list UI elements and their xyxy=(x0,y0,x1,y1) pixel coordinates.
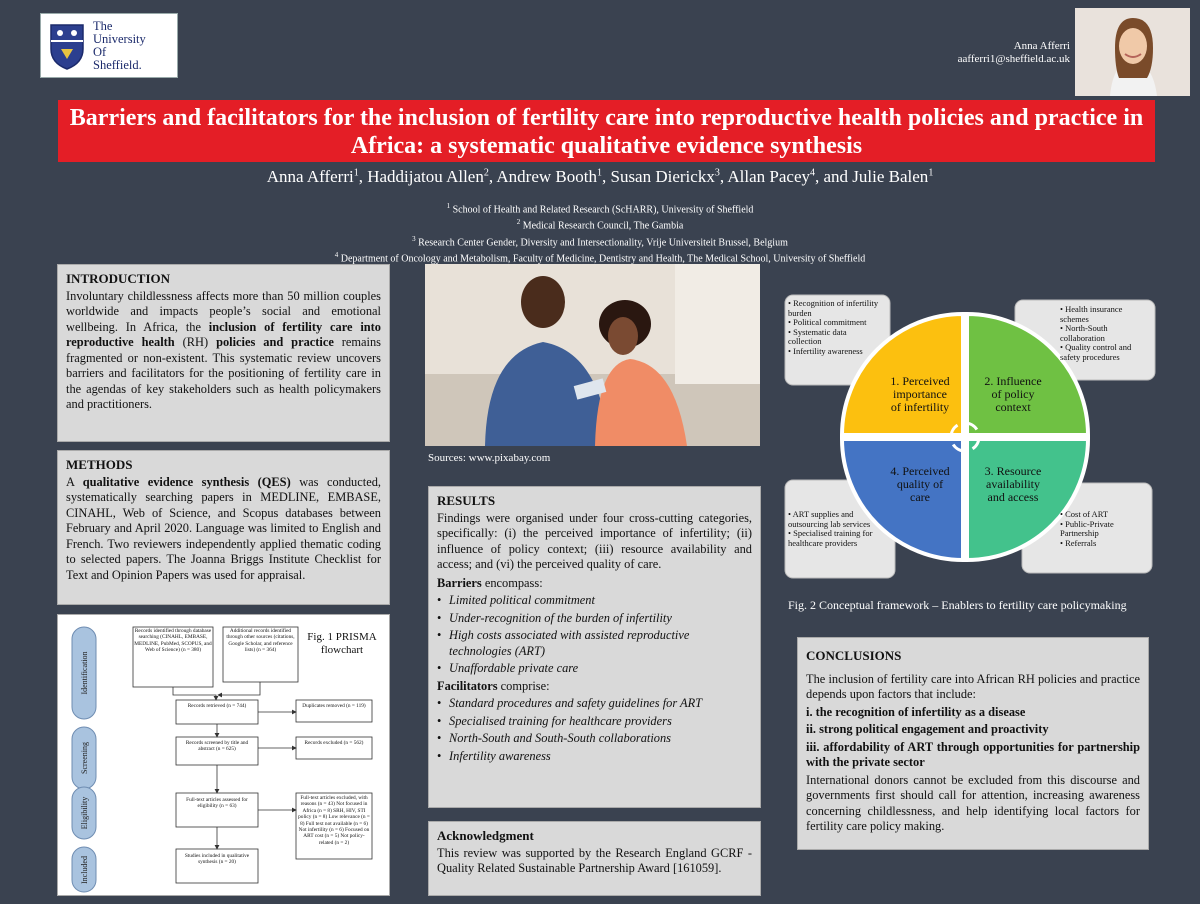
crest-icon xyxy=(47,21,87,71)
author: Andrew Booth$^1$ xyxy=(496,167,602,186)
list-item: • Unaffordable private care xyxy=(437,661,752,677)
results-panel xyxy=(428,486,761,808)
conclusions-closing: International donors cannot be excluded from this discourse and governments first should call for attention, increasing awareness concerning childlessness, and help identifying local factors for fertility care policy making. xyxy=(806,772,1140,833)
q2-label-line: 2. Influence xyxy=(984,374,1042,388)
prisma-box-screened: Records screened by title and abstract (n = 625) xyxy=(185,740,249,753)
stage-label: Screening xyxy=(80,742,89,774)
section-heading: CONCLUSIONS xyxy=(806,648,902,663)
author: Haddijatou Allen$^2$ xyxy=(367,167,489,186)
authors-and: and xyxy=(823,167,849,186)
prisma-box-excluded: Records excluded (n = 562) xyxy=(304,740,364,746)
ack-text: This review was supported by the Research England GCRF - Quality Related Sustainable Partnership Award [161059]. xyxy=(437,845,752,875)
logo-line: The xyxy=(93,18,113,33)
author: Anna Afferri$^1$ xyxy=(266,167,359,186)
callout-item: • Health insurance schemes xyxy=(1060,305,1123,324)
author: Susan Dierickx$^3$ xyxy=(610,167,720,186)
logo-text xyxy=(93,20,146,72)
prisma-flowchart xyxy=(57,614,390,896)
prisma-box-fulltext: Full-text articles assessed for eligibility (n = 63) xyxy=(186,797,248,810)
q3-label-line: 3. Resource xyxy=(984,464,1042,478)
portrait-image xyxy=(1075,8,1190,96)
q4-label-line: 4. Perceived xyxy=(890,464,950,478)
affiliation: $^2$ Medical Research Council, The Gambia xyxy=(516,218,684,232)
barriers-heading: Barriers encompass: xyxy=(437,575,543,590)
affiliation: $^1$ School of Health and Related Research (ScHARR), University of Sheffield xyxy=(446,202,754,216)
stage-label: Eligibility xyxy=(80,796,89,830)
section-heading: INTRODUCTION xyxy=(66,271,171,286)
callout-q1-text xyxy=(788,299,880,357)
list-item: • Limited political commitment xyxy=(437,593,752,609)
list-item: • Standard procedures and safety guidelines for ART xyxy=(437,696,752,712)
author: Allan Pacey$^4$ xyxy=(727,167,815,186)
conclusion-point: iii. affordability of ART through opportunities for partnership with the private sector xyxy=(806,739,1140,769)
logo-line: Of xyxy=(93,44,107,59)
callout-item: • Specialised training for healthcare providers xyxy=(788,528,873,548)
logo-line: University xyxy=(93,31,146,46)
prisma-box-database: Records identified through database searching (CINAHL, EMBASE, MEDLINE, PubMed, SCOPUS, and Web of Science) (n = 380) xyxy=(134,628,212,654)
methods-panel xyxy=(57,450,390,605)
q3-label-line: and access xyxy=(987,490,1039,504)
author-photo xyxy=(1075,8,1190,96)
author-contact xyxy=(900,40,1070,66)
facilitators-list xyxy=(437,696,752,764)
q1-label-line: importance xyxy=(893,387,947,401)
acknowledgment-panel xyxy=(428,821,761,896)
author-list: Anna Afferri$^1$, Haddijatou Allen$^2$, Andrew Booth$^1$, Susan Dierickx$^3$, Allan Pacey$^4$, and Julie Balen$^1$ xyxy=(266,167,934,186)
callout-item: • North-South collaboration xyxy=(1060,323,1108,343)
barriers-list xyxy=(437,593,752,677)
poster-title: Barriers and facilitators for the inclusion of fertility care into reproductive health policies and practice in Africa: a systematic qualitative evidence synthesis xyxy=(58,100,1155,162)
prisma-box-retrieved: Records retrieved (n = 744) xyxy=(187,703,247,709)
contact-email[interactable]: aafferri1@sheffield.ac.uk xyxy=(957,53,1070,65)
callout-item: • ART supplies and outsourcing lab services xyxy=(788,510,871,529)
callout-q2-text xyxy=(1060,305,1152,363)
conceptual-framework xyxy=(780,285,1160,585)
list-item: • Specialised training for healthcare providers xyxy=(437,714,752,730)
q4-label-line: quality of xyxy=(896,477,944,491)
conclusion-point: ii. strong political engagement and proactivity xyxy=(806,722,1049,736)
q2-label-line: context xyxy=(995,400,1031,414)
university-logo xyxy=(40,13,178,78)
section-heading: RESULTS xyxy=(437,493,496,508)
callout-item: • Recognition of infertility burden xyxy=(788,299,879,318)
section-heading: METHODS xyxy=(66,457,133,472)
conclusion-point: i. the recognition of infertility as a disease xyxy=(806,704,1026,719)
contact-name: Anna Afferri xyxy=(1013,40,1070,52)
affiliation: $^3$ Research Center Gender, Diversity and Intersectionality, Vrije Universiteit Brussel, Belgium xyxy=(412,234,788,248)
callout-item: • Systematic data collection xyxy=(788,326,847,347)
facilitators-heading: Facilitators comprise: xyxy=(437,678,550,693)
intro-text: Involuntary childlessness affects more than 50 million couples worldwide and impacts people’s social and emotional wellbeing. In Africa, the inclusion of fertility care into reproductive health (RH) policies and practice remains fragmented or non-existent. This systematic review uncovers barriers and facilitators for the positioning of fertility care in the agendas of key stakeholders such as health policymakers and practitioners. xyxy=(66,288,382,411)
author: Julie Balen$^1$ xyxy=(852,167,934,186)
results-intro: Findings were organised under four cross-cutting categories, specifically: (i) the perceived importance of infertility; (ii) influence of policy context; (iii) resource availability and access; and (vi) the perceived quality of care. xyxy=(437,510,752,571)
q1-label-line: of infertility xyxy=(890,400,950,414)
list-item: • North-South and South-South collaborations xyxy=(437,731,752,747)
callout-item: • Political commitment xyxy=(788,317,867,328)
couple-photo xyxy=(425,264,760,446)
callout-q4-text xyxy=(788,510,884,548)
stage-label: Identification xyxy=(80,651,89,695)
affiliation-list xyxy=(0,200,1200,265)
couple-image xyxy=(425,264,760,446)
photo-caption: Sources: www.pixabay.com xyxy=(428,452,551,464)
callout-item: • Cost of ART xyxy=(1060,510,1109,519)
prisma-box-other: Additional records identified through other sources (citations, Google Scholar, and reference lists) (n = 364) xyxy=(226,628,295,654)
callout-q3-text xyxy=(1060,510,1150,548)
introduction-panel xyxy=(57,264,390,442)
affiliation: $^4$ Department of Oncology and Metabolism, Faculty of Medicine, Dentistry and Health, The Medical School, University of Sheffield xyxy=(334,250,866,265)
stage-label: Included xyxy=(80,856,89,884)
q4-label-line: care xyxy=(910,490,930,504)
q1-label-line: 1. Perceived xyxy=(890,374,950,388)
q2-label-line: of policy xyxy=(991,387,1035,401)
q3-label-line: availability xyxy=(986,477,1040,491)
list-item: • High costs associated with assisted reproductive technologies (ART) xyxy=(437,628,752,659)
section-heading: Acknowledgment xyxy=(437,828,534,843)
logo-line: Sheffield. xyxy=(93,57,142,72)
prisma-box-ft-excluded: Full-text articles excluded, with reasons (n = 43) Not focused in Africa (n = 8) SRH, HIV, STI policy (n = 8) Low relevance (n = 8) Full text not available (n = 6) Not infertility (n = 6) Focused on ART cost (n = 5) Not policy-related (n = 2) xyxy=(298,795,370,846)
conclusions-panel xyxy=(797,637,1149,850)
list-item: • Under-recognition of the burden of infertility xyxy=(437,611,752,627)
fig1-caption: Fig. 1 PRISMA flowchart xyxy=(307,631,377,656)
callout-item: • Quality control and safety procedures xyxy=(1060,342,1132,362)
callout-item: • Infertility awareness xyxy=(788,345,863,356)
list-item: • Infertility awareness xyxy=(437,749,752,765)
methods-text: A qualitative evidence synthesis (QES) was conducted, systematically searching papers in MEDLINE, EMBASE, CINAHL, Web of Science, and Scopus databases between February and April 2020. Language was limited to English and French. Two reviewers independently applied thematic coding to selected papers. The Joanna Briggs Institute Checklist for Text and Opinion Papers was used for appraisal. xyxy=(66,474,381,582)
fig2-caption: Fig. 2 Conceptual framework – Enablers to fertility care policymaking xyxy=(788,598,1127,612)
prisma-box-included: Studies included in qualitative synthesis (n = 20) xyxy=(184,853,250,866)
callout-item: • Referrals xyxy=(1060,537,1097,548)
prisma-box-duplicates: Duplicates removed (n = 119) xyxy=(302,703,366,709)
conclusions-intro: The inclusion of fertility care into African RH policies and practice depends upon factors that include: xyxy=(806,671,1140,701)
callout-item: • Public-Private Partnership xyxy=(1060,518,1114,539)
